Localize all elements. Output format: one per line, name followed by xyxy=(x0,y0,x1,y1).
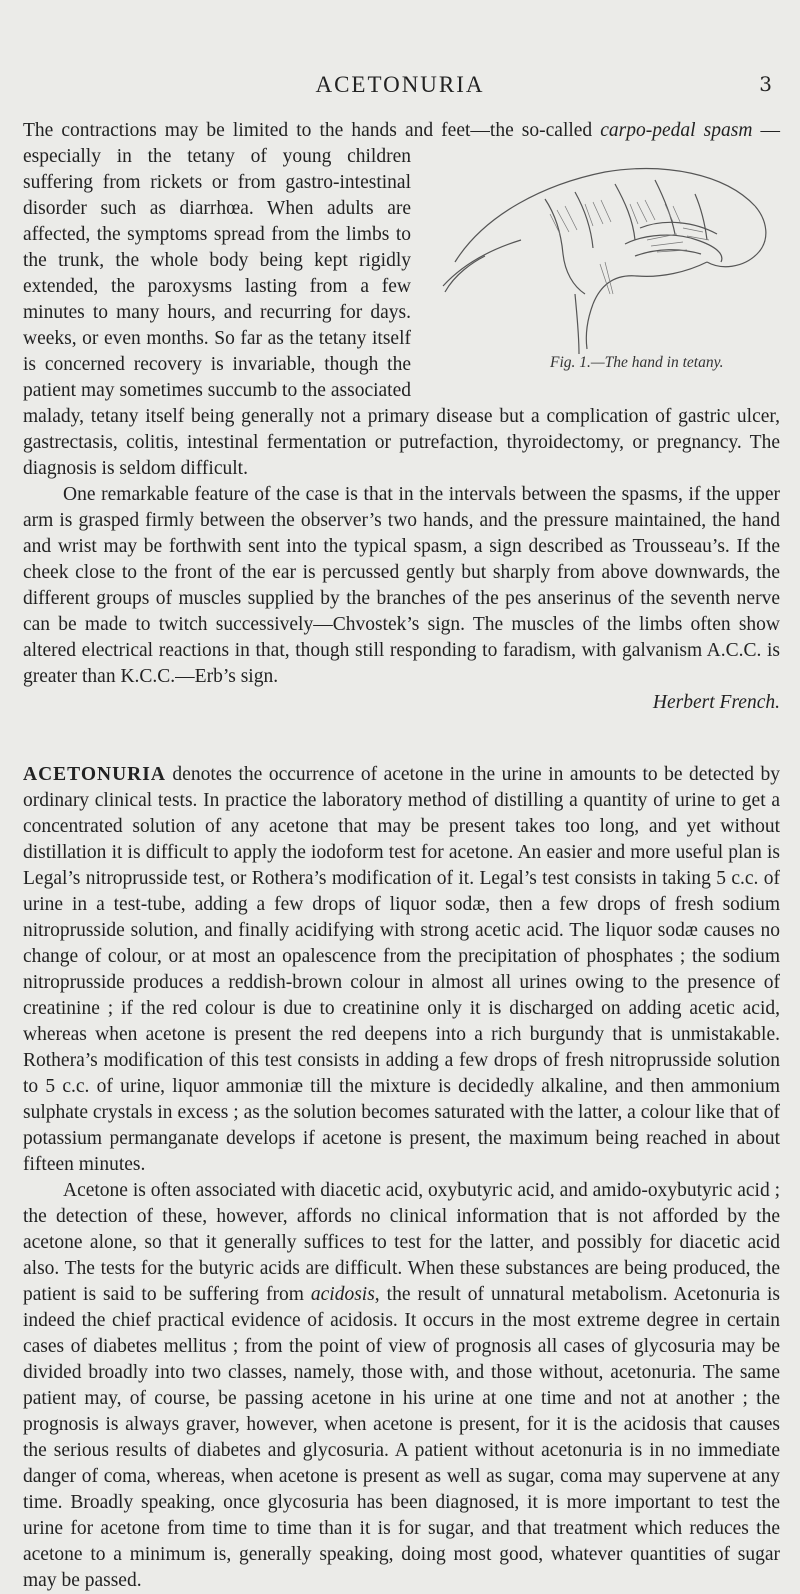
acetonuria-p2-text-b: , the result of unnatural metabolism. Acetonuria is indeed the chief practical evidence of acidosis. It occurs in the most extreme degree in certain cases of diabetes mellitus ; from the point of view of prognosis all cases of glycosuria may be divided broadly into two classes, namely, those with, and those without, acetonuria. The same patient may, of course, be passing acetone in his urine at one time and not at another ; the prognosis is always graver, however, when acetone is present, for it is the acidosis that causes the serious results of diabetes and glycosuria. A patient without acetonuria is in no immediate danger of coma, whereas, when acetone is present as well as sugar, coma may supervene at any time. Broadly speaking, once glycosuria has been diagnosed, it is more important to test the urine for acetone from time to time than it is for sugar, and that treatment which reduces the acetone to a minimum is, generally speaking, doing most good, whatever quantities of sugar may be passed. xyxy=(23,1284,780,1591)
hand-illustration xyxy=(425,144,780,359)
acetonuria-p2-text-a: Acetone is often associated with diacetic acid, oxybutyric acid, and amido-oxybutyric acid ; the detection of these, however, affords no clinical information that is not afforded by the acetone alone, so that it generally suffices to test for the latter, and possibly for diacetic acid also. The tests for the butyric acids are difficult. When these substances are being produced, the patient is said to be suffering from xyxy=(23,1180,780,1305)
tetany-paragraph-1 xyxy=(23,118,780,482)
page-body xyxy=(23,118,780,1594)
page-number: 3 xyxy=(759,72,772,96)
author-signature xyxy=(23,690,780,716)
running-title: ACETONURIA xyxy=(315,72,485,97)
signature-text: Herbert French. xyxy=(652,692,780,713)
acetonuria-paragraph-1 xyxy=(23,762,780,1178)
tetany-p1-text-a: The contractions may be limited to the hands and feet—the so-called xyxy=(23,120,601,141)
acetonuria-paragraph-2 xyxy=(23,1178,780,1594)
acetonuria-p1-text: denotes the occurrence of acetone in the urine in amounts to be detected by ordinary clinical tests. In practice the laboratory method of distilling a quantity of urine to get a concentrated solution of any acetone that may be present takes too long, and yet without distillation it is difficult to apply the iodoform test for acetone. An easier and more useful plan is Legal’s nitroprusside test, or Rothera’s modification of it. Legal’s test consists in taking 5 c.c. of urine in a test-tube, adding a few drops of liquor sodæ, then a few drops of fresh sodium nitroprusside solution, and finally acidifying with strong acetic acid. The liquor sodæ causes no change of colour, or at most an opalescence from the precipitation of phosphates ; the sodium nitroprusside produces a reddish-brown colour in almost all urines owing to the presence of creatinine ; if the red colour is due to creatinine only it is discharged on adding acetic acid, whereas when acetone is present the red deepens into a rich burgundy that is unmistakable. Rothera’s modification of this test consists in adding a few drops of fresh nitroprusside solution to 5 c.c. of urine, liquor ammoniæ till the mixture is decidedly alkaline, and then ammonium sulphate crystals in excess ; as the solution becomes saturated with the latter, a colour like that of potassium permanganate develops if acetone is present, the maximum being reached in about fifteen minutes. xyxy=(23,764,780,1175)
figure-tetany-hand xyxy=(425,144,780,374)
acidosis-term: acidosis xyxy=(310,1284,375,1305)
figure-caption: Fig. 1.—The hand in tetany. xyxy=(550,354,724,371)
running-header xyxy=(0,72,800,102)
tetany-p1-text-b: —especially in the tetany of young children suffering from rickets or from gastro-intestinal disorder such as diarrhœa. When adults are affected, the symptoms spread from the limbs to the trunk, the whole body being kept rigidly extended, the paroxysms lasting from a few minutes to many hours, and recurring for days. weeks, or even months. So far as the tetany itself is concerned recovery is invariable, though the patient may sometimes succumb to the associated malady, tetany itself being generally not a primary disease but a complication of gastric ulcer, gastrectasis, colitis, intestinal fermentation or putrefaction, thyroidectomy, or pregnancy. The diagnosis is seldom difficult. xyxy=(23,120,780,479)
carpo-pedal-term: carpo-pedal spasm xyxy=(600,120,753,141)
section-gap xyxy=(23,716,780,762)
tetany-paragraph-2: One remarkable feature of the case is that in the intervals between the spasms, if the upper arm is grasped firmly between the observer’s two hands, and the pressure maintained, the hand and wrist may be forthwith sent into the typical spasm, a sign described as Trousseau’s. If the cheek close to the front of the ear is percussed gently but sharply from above downwards, the different groups of muscles supplied by the branches of the pes anserinus of the seventh nerve can be made to twitch successively—Chvostek’s sign. The muscles of the limbs often show altered electrical reactions in that, though still responding to faradism, with galvanism A.C.C. is greater than K.C.C.—Erb’s sign. xyxy=(23,484,780,687)
acetonuria-heading: ACETONURIA xyxy=(23,764,166,785)
